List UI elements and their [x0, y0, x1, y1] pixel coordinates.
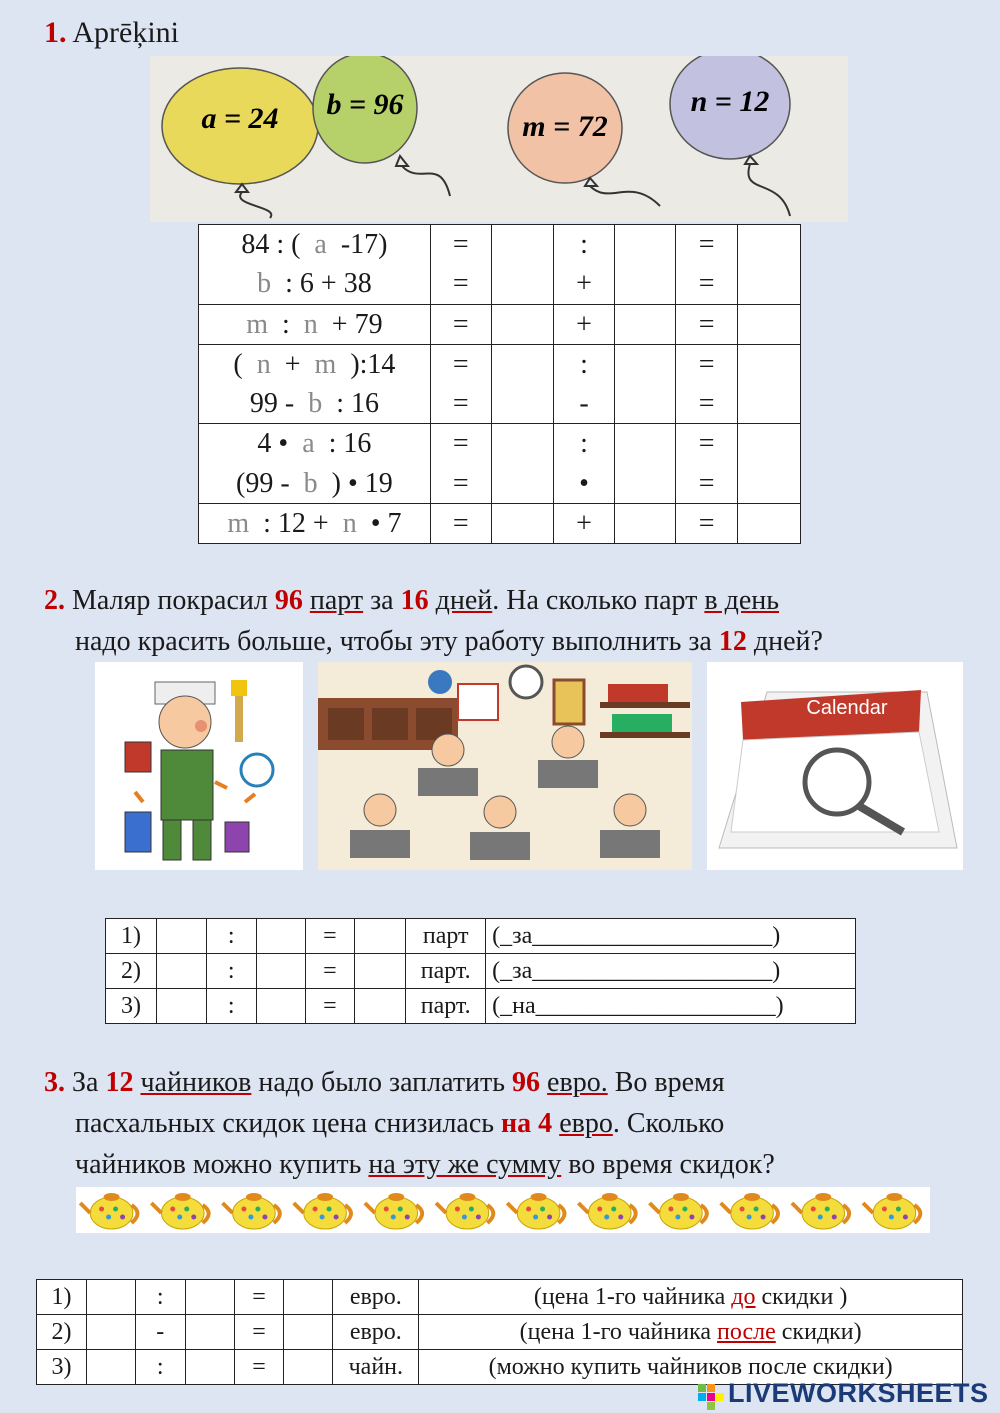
- variable: a: [302, 428, 315, 460]
- expression-part: ) • 19: [317, 467, 393, 499]
- answer-cell[interactable]: [615, 264, 675, 303]
- task3-text-part: За: [72, 1067, 106, 1098]
- answer-cell[interactable]: [738, 424, 801, 504]
- task2-text-part: . На сколько парт: [492, 585, 705, 616]
- answer-cell[interactable]: [284, 1350, 333, 1385]
- operator: :: [206, 954, 256, 989]
- row-index: 1): [106, 919, 157, 954]
- task2-text-part: за: [363, 585, 401, 616]
- operator: :: [206, 919, 256, 954]
- operator: +: [576, 268, 592, 300]
- teapot-icon: [578, 1193, 635, 1229]
- unit: евро.: [333, 1280, 419, 1315]
- equals-sign: [676, 225, 738, 305]
- equals-sign: =: [452, 508, 469, 540]
- answer-cell[interactable]: [615, 504, 676, 544]
- answer-cell[interactable]: [738, 264, 800, 303]
- expression: [199, 464, 430, 503]
- expression-part: (99 -: [236, 467, 304, 499]
- task1-row-group: [199, 225, 801, 305]
- expression-cell: [199, 504, 431, 544]
- answer-cell[interactable]: [284, 1280, 333, 1315]
- answer-cell[interactable]: [156, 989, 206, 1024]
- answer-cell[interactable]: [492, 305, 553, 344]
- balloon-b: [313, 56, 450, 196]
- teapot-icon: [863, 1193, 920, 1229]
- answer-cell[interactable]: [738, 304, 801, 344]
- operator: [553, 344, 615, 424]
- answer-cell[interactable]: [355, 989, 406, 1024]
- task1-heading: [44, 16, 179, 50]
- variable: n: [256, 348, 271, 380]
- task3-underlined-euro: евро.: [547, 1067, 608, 1098]
- answer-cell[interactable]: [615, 504, 675, 543]
- task3-number: 3.: [44, 1067, 65, 1098]
- equals-sign: [676, 344, 738, 424]
- equals-sign: [430, 304, 491, 344]
- operator: [553, 504, 615, 544]
- equals-sign: =: [234, 1280, 284, 1315]
- operator: :: [135, 1350, 185, 1385]
- equals-sign: =: [452, 268, 469, 300]
- answer-cell[interactable]: [738, 225, 801, 305]
- balloon-b-label: b = 96: [326, 88, 404, 121]
- task3-text-part: . Сколько: [612, 1108, 725, 1139]
- equals-sign: =: [698, 428, 715, 460]
- note-text: (можно купить чайников после скидки): [488, 1353, 893, 1380]
- operator: •: [579, 467, 589, 499]
- task2-underlined-per-day: в день: [704, 585, 780, 616]
- balloon-m: [508, 73, 660, 206]
- note: [419, 1280, 963, 1315]
- calendar-image: [707, 662, 963, 870]
- task2-num-16: 16: [400, 585, 429, 616]
- task2-num-96: 96: [274, 585, 303, 616]
- note-fill-in[interactable]: (_за____________________): [486, 954, 856, 989]
- task3-line1: [44, 1062, 994, 1103]
- row-index: 2): [37, 1315, 87, 1350]
- operator: -: [135, 1315, 185, 1350]
- equals-sign: =: [234, 1315, 284, 1350]
- painter-image: [95, 662, 303, 870]
- task1-title: Aprēķini: [72, 16, 179, 49]
- task3-text-part: во время скидок?: [561, 1149, 775, 1180]
- task1-number: 1.: [44, 16, 67, 49]
- row-index: 2): [106, 954, 157, 989]
- task3-num-96: 96: [512, 1067, 541, 1098]
- answer-cell[interactable]: [615, 305, 675, 344]
- answer-cell[interactable]: [492, 225, 553, 264]
- unit: евро.: [333, 1315, 419, 1350]
- expression-part: : 16: [314, 428, 372, 460]
- operator: -: [579, 388, 589, 420]
- expression: [199, 384, 430, 423]
- equals-sign: [676, 504, 738, 544]
- answer-cell[interactable]: [615, 344, 676, 424]
- row-index: 3): [37, 1350, 87, 1385]
- expression: [199, 225, 430, 264]
- classroom-image: [318, 662, 692, 870]
- answer-cell[interactable]: [615, 225, 675, 264]
- teapot-icon: [721, 1193, 778, 1229]
- answer-cell[interactable]: [492, 464, 553, 503]
- equals-sign: [676, 424, 738, 504]
- answer-cell[interactable]: [738, 225, 800, 264]
- answer-cell[interactable]: [738, 344, 801, 424]
- note-text: скидки ): [755, 1283, 848, 1310]
- task2-text: [44, 580, 994, 662]
- task2-answer-row: [106, 989, 856, 1024]
- task3-underlined-same-sum: на эту же сумму: [368, 1149, 562, 1180]
- task3-answer-row: [37, 1315, 963, 1350]
- operator: [553, 424, 615, 504]
- teapot-icon: [792, 1193, 849, 1229]
- task3-answer-table: [36, 1279, 963, 1385]
- note-fill-in[interactable]: (_за____________________): [486, 919, 856, 954]
- operator: :: [580, 348, 588, 380]
- unit: парт.: [406, 954, 486, 989]
- equals-sign: [676, 304, 738, 344]
- expression-part: + 79: [317, 308, 383, 340]
- equals-sign: =: [698, 348, 715, 380]
- operator: [553, 225, 615, 305]
- unit: парт: [406, 919, 486, 954]
- answer-cell[interactable]: [491, 225, 553, 305]
- note-fill-in[interactable]: (_на____________________): [486, 989, 856, 1024]
- expression-part: +: [270, 348, 315, 380]
- teapot-icon: [436, 1193, 493, 1229]
- task3-text-part: пасхальных скидок цена снизилась: [75, 1108, 502, 1139]
- balloon-n-label: n = 12: [690, 85, 770, 118]
- task2-number: 2.: [44, 585, 65, 616]
- variable: b: [257, 268, 272, 300]
- task2-line1: [44, 580, 994, 621]
- answer-cell[interactable]: [185, 1315, 234, 1350]
- variable: n: [342, 508, 357, 540]
- expression: [199, 424, 430, 463]
- operator: [553, 304, 615, 344]
- task2-text-part: Маляр покрасил: [72, 585, 275, 616]
- task3-text-part: Во время: [607, 1067, 725, 1098]
- task2-underlined-days: дней: [435, 585, 493, 616]
- balloons-image: [150, 56, 848, 222]
- unit: парт.: [406, 989, 486, 1024]
- answer-cell[interactable]: [615, 345, 675, 384]
- expression-part: : 12 +: [249, 508, 343, 540]
- teapot-icon: [507, 1193, 564, 1229]
- expression-cell: [199, 424, 431, 504]
- task2-num-12: 12: [718, 626, 747, 657]
- expression-part: : 16: [322, 388, 379, 420]
- variable: m: [227, 508, 250, 540]
- equals-sign: =: [305, 989, 355, 1024]
- equals-sign: =: [452, 388, 469, 420]
- expression-part: : 6 + 38: [271, 268, 372, 300]
- equals-sign: =: [698, 308, 715, 340]
- variable: n: [303, 308, 318, 340]
- answer-cell[interactable]: [738, 504, 801, 544]
- answer-cell[interactable]: [615, 225, 676, 305]
- task3-answer-row: [37, 1280, 963, 1315]
- answer-cell[interactable]: [185, 1280, 234, 1315]
- balloons-illustration: [150, 56, 848, 222]
- task1-row-group: [199, 344, 801, 424]
- answer-cell[interactable]: [86, 1350, 135, 1385]
- expression: [199, 264, 430, 303]
- answer-cell[interactable]: [615, 424, 676, 504]
- answer-cell[interactable]: [491, 344, 553, 424]
- task3-text-part: [540, 1067, 547, 1098]
- answer-cell[interactable]: [284, 1315, 333, 1350]
- teapots-illustration: [76, 1187, 930, 1233]
- teapot-icon: [294, 1193, 351, 1229]
- equals-sign: =: [452, 229, 469, 260]
- variable: a: [314, 229, 327, 260]
- teapots-row: [76, 1187, 930, 1233]
- task1-row-group: [199, 504, 801, 544]
- logo-icon: [698, 1380, 724, 1410]
- expression-part: 99 -: [249, 388, 309, 420]
- task3-underlined-euro-2: евро: [559, 1108, 613, 1139]
- teapot-icon: [650, 1193, 707, 1229]
- task1-row-group: [199, 424, 801, 504]
- task2-text-part: [303, 585, 310, 616]
- note-text: (цена 1-го чайника: [533, 1283, 732, 1310]
- task3-line3: [44, 1144, 994, 1185]
- expression-cell: [199, 304, 431, 344]
- answer-cell[interactable]: [86, 1280, 135, 1315]
- row-index: 3): [106, 989, 157, 1024]
- logo-text: LIVEWORKSHEETS: [728, 1378, 989, 1408]
- answer-cell[interactable]: [615, 304, 676, 344]
- expression-cell: [199, 225, 431, 305]
- answer-cell[interactable]: [492, 504, 553, 543]
- answer-cell[interactable]: [256, 954, 305, 989]
- answer-cell[interactable]: [738, 305, 800, 344]
- operator: :: [206, 989, 256, 1024]
- task3-underlined-teapots: чайников: [140, 1067, 252, 1098]
- task3-text: [44, 1062, 994, 1185]
- liveworksheets-logo: [698, 1378, 994, 1412]
- teapot-icon: [80, 1193, 137, 1229]
- equals-sign: =: [698, 268, 715, 300]
- variable: m: [314, 348, 337, 380]
- equals-sign: =: [452, 467, 469, 499]
- answer-cell[interactable]: [355, 954, 406, 989]
- answer-cell[interactable]: [156, 954, 206, 989]
- equals-sign: =: [305, 919, 355, 954]
- answer-cell[interactable]: [738, 345, 800, 384]
- expression-part: 4 •: [257, 428, 303, 460]
- task2-answer-row: [106, 919, 856, 954]
- variable: m: [246, 308, 269, 340]
- answer-cell[interactable]: [492, 264, 553, 303]
- equals-sign: =: [452, 308, 469, 340]
- answer-cell[interactable]: [615, 424, 675, 463]
- note-highlight: после: [717, 1318, 776, 1345]
- answer-cell[interactable]: [492, 384, 553, 423]
- equals-sign: =: [452, 428, 469, 460]
- expression-part: 84 : (: [241, 229, 315, 260]
- balloon-m-label: m = 72: [522, 110, 608, 143]
- note: [419, 1315, 963, 1350]
- operator: :: [135, 1280, 185, 1315]
- equals-sign: =: [698, 388, 715, 420]
- equals-sign: =: [698, 467, 715, 499]
- note-highlight: до: [731, 1283, 756, 1310]
- answer-cell[interactable]: [185, 1350, 234, 1385]
- task3-text-part: надо было заплатить: [251, 1067, 513, 1098]
- answer-cell[interactable]: [491, 504, 553, 544]
- answer-cell[interactable]: [492, 424, 553, 463]
- answer-cell[interactable]: [615, 464, 675, 503]
- answer-cell[interactable]: [615, 384, 675, 423]
- answer-cell[interactable]: [738, 424, 800, 463]
- answer-cell[interactable]: [491, 304, 553, 344]
- operator: +: [576, 308, 592, 340]
- task2-underlined-desks: парт: [309, 585, 364, 616]
- unit: чайн.: [333, 1350, 419, 1385]
- answer-cell[interactable]: [256, 919, 305, 954]
- answer-cell[interactable]: [738, 464, 800, 503]
- task3-num-4: на 4: [501, 1108, 553, 1139]
- expression-part: ):14: [336, 348, 396, 380]
- expression: [199, 345, 430, 384]
- answer-cell[interactable]: [86, 1315, 135, 1350]
- equals-sign: =: [698, 229, 715, 260]
- answer-cell[interactable]: [738, 384, 800, 423]
- expression-cell: [199, 344, 431, 424]
- answer-cell[interactable]: [491, 424, 553, 504]
- expression-part: • 7: [356, 508, 402, 540]
- task2-answer-row: [106, 954, 856, 989]
- task2-text-part: дней?: [746, 626, 823, 657]
- row-index: 1): [37, 1280, 87, 1315]
- task2-answer-table: [105, 918, 856, 1024]
- equals-sign: [430, 424, 491, 504]
- note-text: (цена 1-го чайника: [519, 1318, 718, 1345]
- calendar-title: Calendar: [806, 697, 888, 719]
- equals-sign: [430, 225, 491, 305]
- expression-part: (: [233, 348, 257, 380]
- task3-line2: [44, 1103, 994, 1144]
- teapot-icon: [223, 1193, 280, 1229]
- task1-row-group: [199, 304, 801, 344]
- equals-sign: [430, 344, 491, 424]
- equals-sign: =: [698, 508, 715, 540]
- operator: :: [580, 229, 588, 260]
- equals-sign: =: [305, 954, 355, 989]
- balloon-a-label: a = 24: [201, 102, 279, 135]
- task2-text-part: надо красить больше, чтобы эту работу выполнить за: [75, 626, 719, 657]
- variable: b: [308, 388, 323, 420]
- task3-num-12: 12: [105, 1067, 134, 1098]
- task2-text-part: [429, 585, 436, 616]
- answer-cell[interactable]: [355, 919, 406, 954]
- balloon-a: [162, 68, 318, 218]
- expression-part: :: [268, 308, 304, 340]
- task3-text-part: чайников можно купить: [75, 1149, 369, 1180]
- note-text: скидки): [775, 1318, 862, 1345]
- task2-line2: [44, 621, 994, 662]
- answer-cell[interactable]: [492, 345, 553, 384]
- expression: [199, 305, 430, 344]
- task1-table: [198, 224, 801, 544]
- expression: [199, 504, 430, 543]
- teapot-icon: [151, 1193, 208, 1229]
- operator: +: [576, 508, 592, 540]
- answer-cell[interactable]: [256, 989, 305, 1024]
- variable: b: [303, 467, 318, 499]
- equals-sign: =: [234, 1350, 284, 1385]
- equals-sign: [430, 504, 491, 544]
- equals-sign: =: [452, 348, 469, 380]
- answer-cell[interactable]: [156, 919, 206, 954]
- answer-cell[interactable]: [738, 504, 800, 543]
- operator: :: [580, 428, 588, 460]
- teapot-icon: [365, 1193, 422, 1229]
- balloon-n: [670, 56, 790, 216]
- expression-part: -17): [326, 229, 388, 260]
